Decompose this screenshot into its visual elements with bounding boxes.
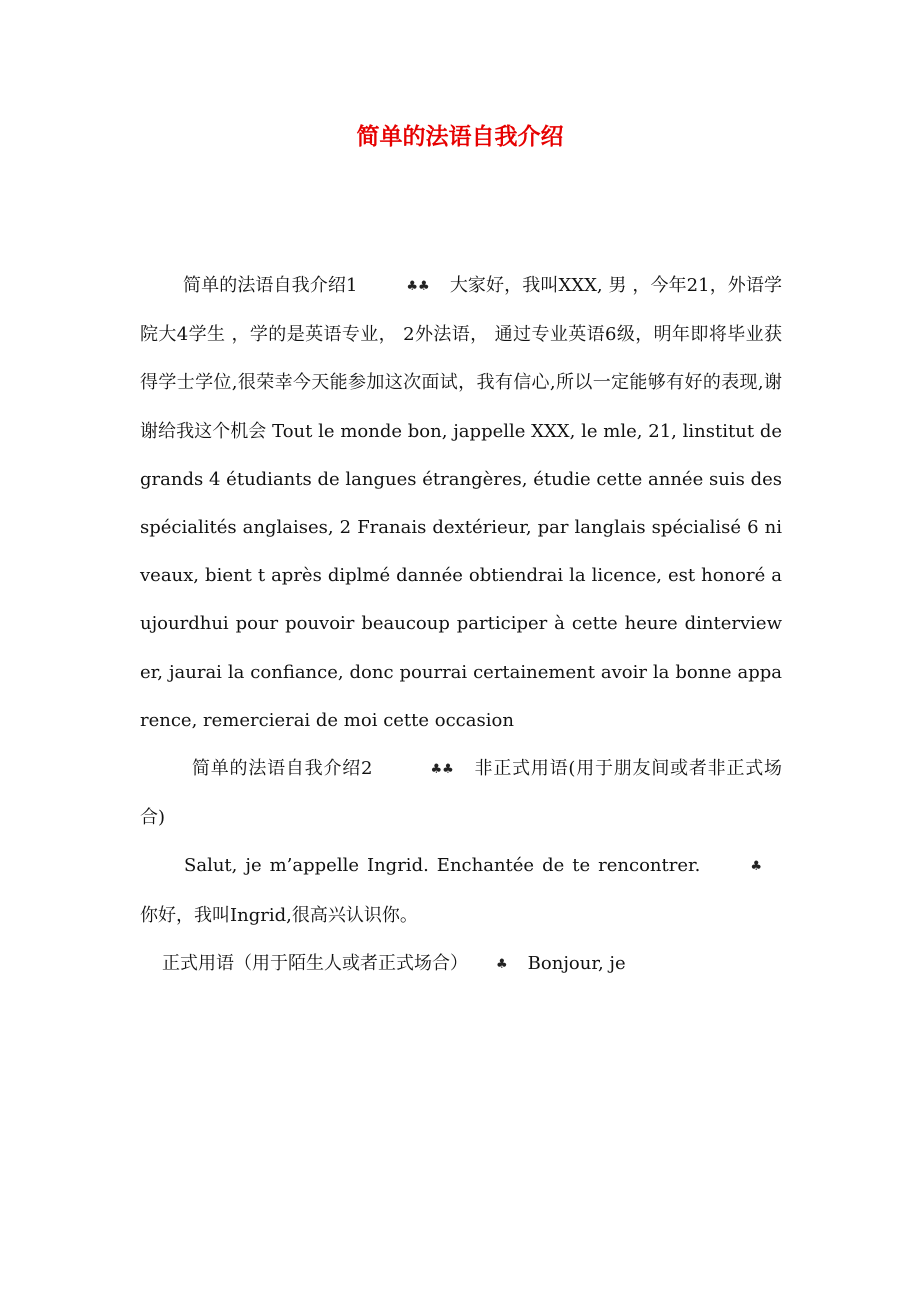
paragraph-intro-2	[140, 745, 782, 842]
french-phrase: Salut, je m’appelle Ingrid. Enchantée de te rencontrer.	[184, 855, 701, 877]
section-heading-1: 简单的法语自我介绍1	[183, 275, 358, 296]
formal-phrase-start: Bonjour, je	[527, 952, 626, 974]
paragraph-formal-example	[140, 940, 782, 989]
chinese-translation: 你好，我叫Ingrid,很高兴认识你。	[140, 904, 418, 926]
paragraph-text-2: 非正式用语(用于朋友间或者非正式场合)	[140, 758, 782, 829]
paragraph-text-1: 大家好，我叫XXX, 男 ，今年21，外语学院大4学生 ，学的是英语专业， 2外法语， 通过专业英语6级，明年即将毕业获得学士学位,很荣幸今天能参加这次面试，我有信心,所以一定能够有好的表现,谢谢给我这个机会 Tout le monde bon, jappelle XXX, le mle, 21, linstitut de grands 4 étudiants de langues étrangères, étudie cette année suis des spécialités anglaises, 2 Franais dextérieur, par langlais spécialisé 6 niveaux, bient t après diplmé dannée obtiendrai la licence, est honoré aujourdhui pour pouvoir beaucoup participer à cette heure dinterviewer, jaurai la confiance, donc pourrai certainement avoir la bonne apparence, remercierai de moi cette occasion	[140, 275, 783, 731]
clover-marker-icon: ♣	[750, 859, 762, 875]
paragraph-intro-1	[140, 262, 782, 745]
paragraph-informal-example	[140, 842, 782, 939]
document-body	[140, 262, 782, 989]
clover-marker-icon: ♣♣	[430, 762, 454, 778]
document-title: 简单的法语自我介绍	[356, 124, 564, 150]
section-heading-2: 简单的法语自我介绍2	[192, 758, 373, 780]
formal-usage-label: 正式用语（用于陌生人或者正式场合）	[162, 952, 468, 974]
clover-marker-icon: ♣	[496, 956, 508, 972]
clover-marker-icon: ♣♣	[406, 279, 430, 294]
